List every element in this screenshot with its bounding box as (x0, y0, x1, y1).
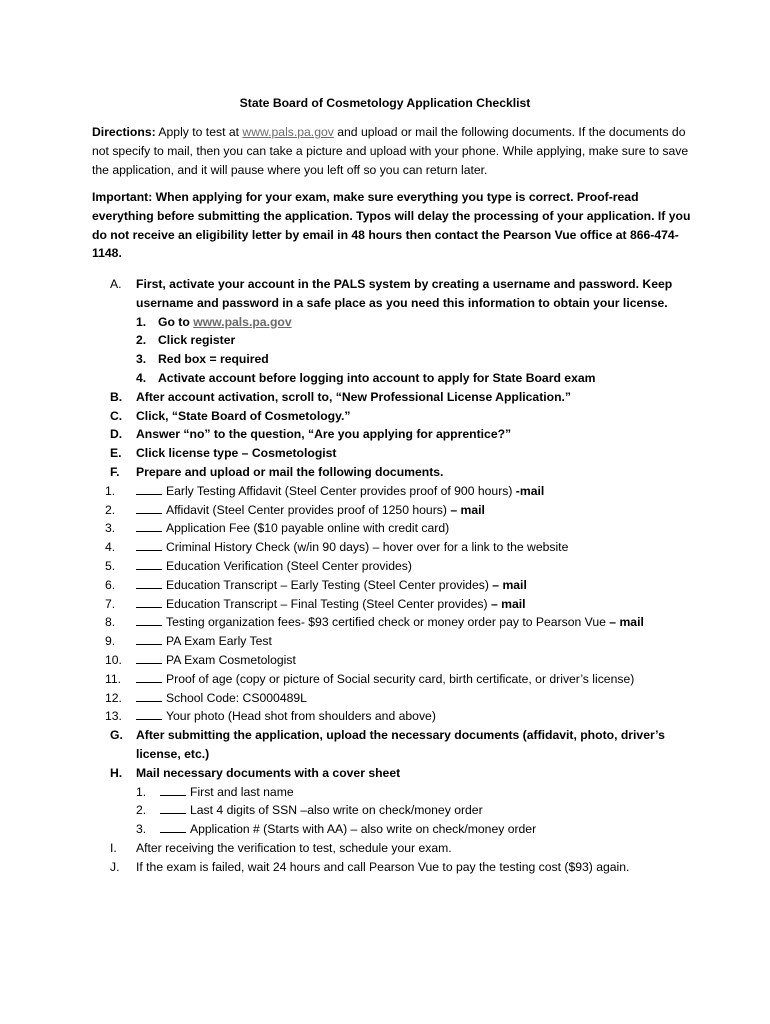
blank-line (136, 482, 162, 495)
step-a-sub-2 (92, 331, 692, 350)
step-a-sub-4-marker: 4. (136, 370, 147, 385)
doc-item-6-mail: – mail (492, 577, 527, 592)
doc-item-6-marker: 6. (105, 577, 116, 592)
step-j-marker: J. (110, 859, 120, 874)
doc-item-7-text: Education Transcript – Final Testing (Steel Center provides) (166, 596, 491, 611)
step-a-sub-3-text: Red box = required (158, 352, 269, 367)
doc-item-11-marker: 11. (105, 671, 122, 686)
step-a-sub-4-text: Activate account before logging into account to apply for State Board exam (158, 370, 596, 385)
doc-item-2-text: Affidavit (Steel Center provides proof of 1250 hours) (166, 502, 451, 517)
step-f-text: Prepare and upload or mail the following documents. (136, 464, 444, 479)
step-h-text: Mail necessary documents with a cover sheet (136, 765, 401, 780)
doc-item-10-text: PA Exam Cosmetologist (166, 652, 296, 667)
blank-line (136, 689, 162, 702)
blank-line (136, 576, 162, 589)
step-h-sub-1-marker: 1. (136, 784, 147, 799)
step-a-sub-2-text: Click register (158, 333, 236, 348)
step-d (92, 425, 692, 444)
step-e-marker: E. (110, 446, 122, 461)
doc-item-1 (92, 482, 692, 501)
doc-item-13-text: Your photo (Head shot from shoulders and above) (166, 709, 436, 724)
doc-item-5 (92, 557, 692, 576)
step-a (92, 275, 692, 313)
step-a-marker: A. (110, 277, 122, 291)
doc-item-13-marker: 13. (105, 709, 122, 724)
step-a-sub-3-marker: 3. (136, 352, 147, 367)
blank-line (136, 670, 162, 683)
step-h (92, 764, 692, 783)
step-a-sub-3 (92, 350, 692, 369)
step-j-text: If the exam is failed, wait 24 hours and call Pearson Vue to pay the testing cost ($93) again. (136, 859, 630, 874)
step-b-marker: B. (110, 389, 123, 404)
step-j (92, 858, 692, 877)
step-e (92, 444, 692, 463)
doc-item-1-text: Early Testing Affidavit (Steel Center provides proof of 900 hours) (166, 483, 516, 498)
step-f-marker: F. (110, 464, 120, 479)
blank-line (136, 595, 162, 608)
step-a-text: First, activate your account in the PALS system by creating a username and password. Keep username and password in a safe place as you need this information to obtain your license. (136, 277, 673, 310)
blank-line (136, 707, 162, 720)
step-i-text: After receiving the verification to test, schedule your exam. (136, 840, 452, 855)
doc-item-3-text: Application Fee ($10 payable online with credit card) (166, 521, 450, 536)
step-c-text: Click, “State Board of Cosmetology.” (136, 408, 351, 423)
directions-label: Directions: (92, 125, 156, 139)
blank-line (160, 783, 186, 796)
step-g-marker: G. (110, 728, 123, 743)
step-h-sub-2-marker: 2. (136, 803, 147, 818)
blank-line (136, 538, 162, 551)
doc-item-12 (92, 689, 692, 708)
blank-line (136, 632, 162, 645)
step-c (92, 407, 692, 426)
blank-line (136, 501, 162, 514)
doc-item-12-text: School Code: CS000489L (166, 690, 307, 705)
doc-item-1-marker: 1. (105, 483, 116, 498)
doc-item-5-text: Education Verification (Steel Center provides) (166, 558, 412, 573)
doc-item-7-marker: 7. (105, 596, 116, 611)
doc-item-11 (92, 670, 692, 689)
doc-item-7 (92, 595, 692, 614)
step-b-text: After account activation, scroll to, “New Professional License Application.” (136, 389, 572, 404)
directions-text-after: and upload or mail the following documents. If the documents do not specify to mail, then you can take a picture and upload with your phone. While applying, make sure to save the application, and it will pause where you left off so you can return later. (92, 125, 689, 177)
step-a-sub-2-marker: 2. (136, 333, 147, 348)
doc-item-4-marker: 4. (105, 540, 116, 555)
doc-item-9-text: PA Exam Early Test (166, 634, 272, 649)
directions-text-before: Apply to test at (155, 125, 243, 139)
step-i (92, 839, 692, 858)
pals-link-2[interactable]: www.pals.pa.gov (193, 314, 292, 329)
checklist (92, 275, 692, 877)
doc-item-6 (92, 576, 692, 595)
step-d-text: Answer “no” to the question, “Are you applying for apprentice?” (136, 427, 512, 442)
step-c-marker: C. (110, 408, 123, 423)
page-title: State Board of Cosmetology Application Checklist (239, 96, 531, 110)
blank-line (136, 557, 162, 570)
step-g-text: After submitting the application, upload the necessary documents (affidavit, photo, driver’s license, etc.) (136, 728, 665, 761)
step-i-marker: I. (110, 840, 117, 855)
doc-item-10 (92, 651, 692, 670)
step-g (92, 726, 692, 764)
doc-item-11-text: Proof of age (copy or picture of Social security card, birth certificate, or driver’s license) (166, 671, 635, 686)
doc-item-1-mail: -mail (515, 483, 545, 498)
doc-item-5-marker: 5. (105, 558, 116, 573)
pals-link[interactable]: www.pals.pa.gov (242, 125, 334, 139)
important-paragraph: Important: When applying for your exam, make sure everything you type is correct. Proof-read everything before submitting the application. Typos will delay the processing of your application. If you do not receive an eligibility letter by email in 48 hours then contact the Pearson Vue office at 866-474-1148. (92, 190, 691, 261)
doc-item-10-marker: 10. (105, 652, 122, 667)
doc-item-6-text: Education Transcript – Early Testing (Steel Center provides) (166, 577, 493, 592)
blank-line (136, 519, 162, 532)
step-a-sub-4 (92, 369, 692, 388)
directions-paragraph (92, 123, 692, 179)
step-e-text: Click license type – Cosmetologist (136, 446, 337, 461)
doc-item-2-marker: 2. (105, 502, 116, 517)
blank-line (136, 613, 162, 626)
step-h-sub-2-text: Last 4 digits of SSN –also write on check/money order (190, 803, 483, 818)
step-h-marker: H. (110, 765, 123, 780)
doc-item-3 (92, 519, 692, 538)
step-h-sub-3-text: Application # (Starts with AA) – also write on check/money order (190, 822, 537, 837)
doc-item-8 (92, 613, 692, 632)
step-h-sub-3-marker: 3. (136, 822, 147, 837)
step-h-sub-1 (92, 783, 692, 802)
doc-item-8-mail: – mail (609, 615, 644, 630)
step-h-sub-2 (92, 801, 692, 820)
doc-item-3-marker: 3. (105, 521, 116, 536)
step-a-sub-1 (92, 313, 692, 332)
blank-line (160, 801, 186, 814)
doc-item-13 (92, 707, 692, 726)
step-h-sub-3 (92, 820, 692, 839)
doc-item-4-text: Criminal History Check (w/in 90 days) – hover over for a link to the website (166, 540, 569, 555)
doc-item-2 (92, 501, 692, 520)
doc-item-9-marker: 9. (105, 634, 116, 649)
step-h-sub-1-text: First and last name (190, 784, 294, 799)
step-b (92, 388, 692, 407)
doc-item-8-marker: 8. (105, 615, 116, 630)
step-d-marker: D. (110, 427, 123, 442)
doc-item-7-mail: – mail (490, 596, 526, 611)
blank-line (160, 820, 186, 833)
doc-item-9 (92, 632, 692, 651)
blank-line (136, 651, 162, 664)
step-a-sub-1-text: Go to (158, 314, 194, 329)
step-f (92, 463, 692, 482)
step-a-sub-1-marker: 1. (136, 314, 147, 329)
doc-item-12-marker: 12. (105, 690, 122, 705)
doc-item-4 (92, 538, 692, 557)
doc-item-2-mail: – mail (450, 502, 485, 517)
doc-item-8-text: Testing organization fees- $93 certified check or money order pay to Pearson Vue (166, 615, 610, 630)
